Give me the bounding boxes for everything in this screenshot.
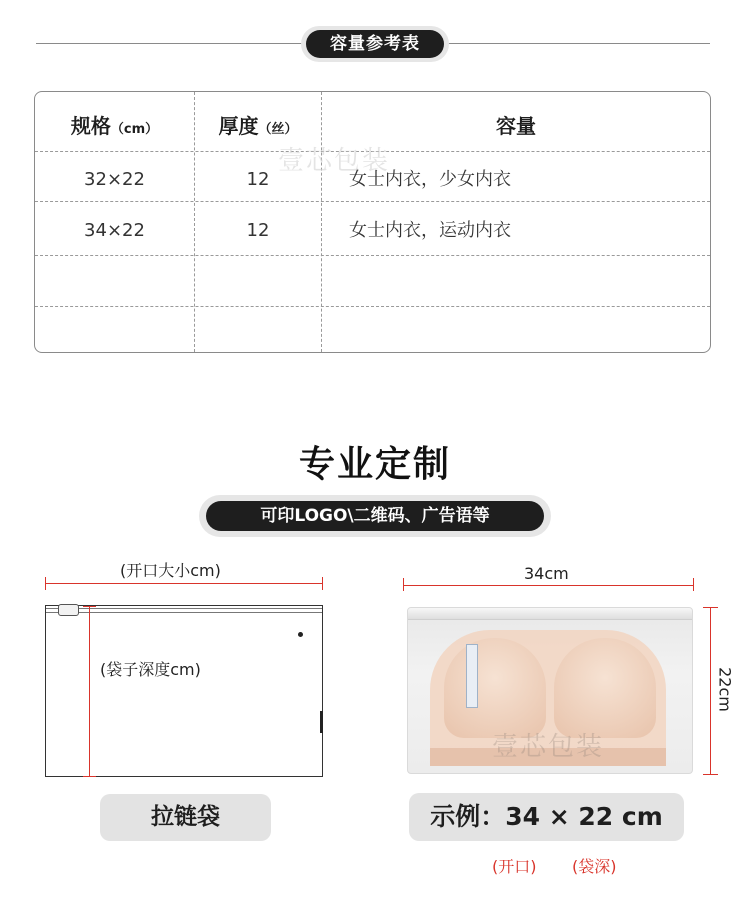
row-divider	[35, 201, 710, 202]
depth-dimension-tick-bottom	[83, 776, 96, 777]
zip-bag-outline	[45, 605, 323, 777]
photo-watermark: 壹芯包装	[492, 732, 605, 762]
row3-spec	[35, 269, 194, 293]
row1-thickness: 12	[246, 169, 270, 190]
header-spec-unit: （cm）	[110, 122, 159, 137]
row-divider	[35, 306, 710, 307]
row2-spec: 34×22	[84, 220, 145, 241]
opening-size-label: (开口大小cm)	[120, 561, 221, 580]
hang-hole-icon	[298, 632, 303, 637]
row4-spec	[35, 318, 194, 342]
example-height-line	[710, 607, 711, 775]
example-product-photo	[407, 607, 693, 774]
tear-notch-icon	[320, 711, 323, 733]
example-width-tick-left	[403, 578, 404, 591]
zipper-line	[46, 608, 322, 609]
section-title: 容量参考表	[306, 30, 444, 58]
depth-note: (袋深)	[572, 857, 617, 876]
header-thickness-label: 厚度	[218, 114, 259, 138]
zipper-slider-icon	[58, 604, 79, 616]
opening-note: (开口)	[492, 857, 537, 876]
custom-title: 专业定制	[298, 444, 451, 485]
bra-cup-left	[444, 638, 546, 738]
row3-thickness	[195, 269, 321, 293]
example-size-caption: 示例：34 × 22 cm	[409, 793, 684, 841]
example-width-label: 34cm	[524, 564, 569, 583]
depth-dimension-tick-top	[83, 606, 96, 607]
row-divider	[35, 255, 710, 256]
title-rule-right	[448, 43, 710, 44]
header-spec-label: 规格	[70, 114, 111, 138]
row4-capacity	[349, 318, 699, 342]
title-rule-left	[36, 43, 302, 44]
bra-tag	[466, 644, 478, 708]
width-dimension-tick-left	[45, 577, 46, 590]
example-height-tick-top	[703, 607, 718, 608]
depth-dimension-line	[89, 606, 90, 776]
zip-bag-caption: 拉链袋	[100, 794, 271, 841]
example-width-tick-right	[693, 578, 694, 591]
bra-cup-right	[554, 638, 656, 738]
example-width-line	[403, 585, 694, 586]
row2-capacity: 女士内衣，运动内衣	[349, 220, 511, 241]
width-dimension-line	[45, 583, 323, 584]
header-capacity: 容量	[496, 114, 536, 138]
photo-zipper-band	[408, 608, 692, 620]
zipper-line	[46, 612, 322, 613]
row1-capacity: 女士内衣，少女内衣	[349, 169, 511, 190]
example-height-tick-bottom	[703, 774, 718, 775]
row4-thickness	[195, 318, 321, 342]
example-height-label: 22cm	[715, 667, 735, 712]
row2-thickness: 12	[246, 220, 270, 241]
width-dimension-tick-right	[322, 577, 323, 590]
custom-subtitle: 可印LOGO\二维码、广告语等	[206, 501, 544, 531]
header-thickness	[195, 112, 321, 140]
row3-capacity	[349, 269, 699, 293]
bag-depth-label: (袋子深度cm)	[100, 660, 201, 679]
header-thickness-unit: （丝）	[258, 122, 298, 137]
header-spec	[35, 112, 194, 140]
row1-spec: 32×22	[84, 169, 145, 190]
table-watermark: 壹芯包装	[278, 146, 391, 176]
